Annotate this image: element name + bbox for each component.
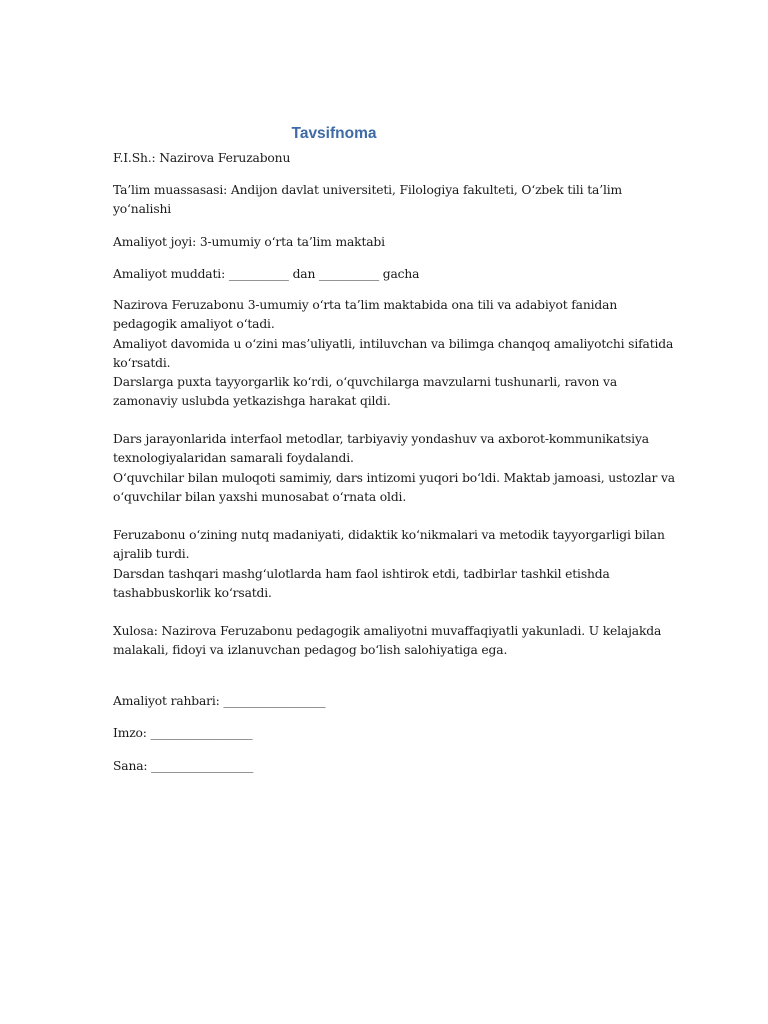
paragraph-line: Ta’lim muassasasi: Andijon davlat universiteti, Filologiya fakulteti, O‘zbek tili ta’lim [113, 183, 623, 197]
paragraph-line: texnologiyalaridan samarali foydalandi. [113, 451, 354, 466]
paragraph-line: yo‘nalishi [113, 202, 172, 217]
paragraph-line: O‘quvchilar bilan muloqoti samimiy, dars intizomi yuqori bo‘ldi. Maktab jamoasi, ustozlar va [113, 470, 675, 485]
paragraph-line: Darsdan tashqari mashg‘ulotlarda ham faol ishtirok etdi, tadbirlar tashkil etishda [113, 566, 610, 581]
xulosa-paragraph [113, 622, 673, 661]
paragraph-line: Nazirova Feruzabonu 3-umumiy o‘rta ta’lim maktabida ona tili va adabiyot fanidan [113, 298, 618, 312]
muddati-line: Amaliyot muddati: __________ dan __________ gacha [113, 267, 420, 281]
paragraph-line: o‘quvchilar bilan yaxshi munosabat o‘rnata oldi. [113, 489, 407, 504]
paragraph-line: Amaliyot davomida u o‘zini mas’uliyatli, intiluvchan va bilimga chanqoq amaliyotchi sifatida [113, 336, 674, 351]
sana-line: Sana: _________________ [113, 759, 254, 773]
imzo-line: Imzo: _________________ [113, 726, 253, 740]
paragraph-line: Xulosa: Nazirova Feruzabonu pedagogik amaliyotni muvaffaqiyatli yakunladi. U kelajakda [113, 624, 662, 638]
document-title: Tavsifnoma [291, 125, 377, 142]
talim-paragraph [113, 181, 673, 220]
paragraph-line: Darslarga puxta tayyorgarlik ko‘rdi, o‘quvchilarga mavzularni tushunarli, ravon va [113, 375, 618, 390]
body-paragraph-2 [113, 430, 673, 507]
paragraph-line: tashabbuskorlik ko‘rsatdi. [113, 585, 272, 600]
paragraph-line: malakali, fidoyi va izlanuvchan pedagog bo‘lish salohiyatiga ega. [113, 643, 508, 658]
joyi-line: Amaliyot joyi: 3-umumiy o‘rta ta’lim maktabi [113, 235, 385, 249]
fish-line: F.I.Sh.: Nazirova Feruzabonu [113, 151, 291, 165]
paragraph-line: Dars jarayonlarida interfaol metodlar, tarbiyaviy yondashuv va axborot-kommunikatsiya [113, 432, 649, 446]
paragraph-line: Feruzabonu o‘zining nutq madaniyati, didaktik ko‘nikmalari va metodik tayyorgarligi bilan [113, 528, 665, 542]
paragraph-line: pedagogik amaliyot o‘tadi. [113, 317, 275, 332]
paragraph-line: zamonaviy uslubda yetkazishga harakat qildi. [113, 394, 391, 409]
paragraph-line: ajralib turdi. [113, 547, 190, 562]
body-paragraph-1 [113, 296, 673, 412]
paragraph-line: ko‘rsatdi. [113, 355, 171, 370]
body-paragraph-3 [113, 526, 673, 603]
rahbar-line: Amaliyot rahbari: _________________ [113, 694, 326, 708]
